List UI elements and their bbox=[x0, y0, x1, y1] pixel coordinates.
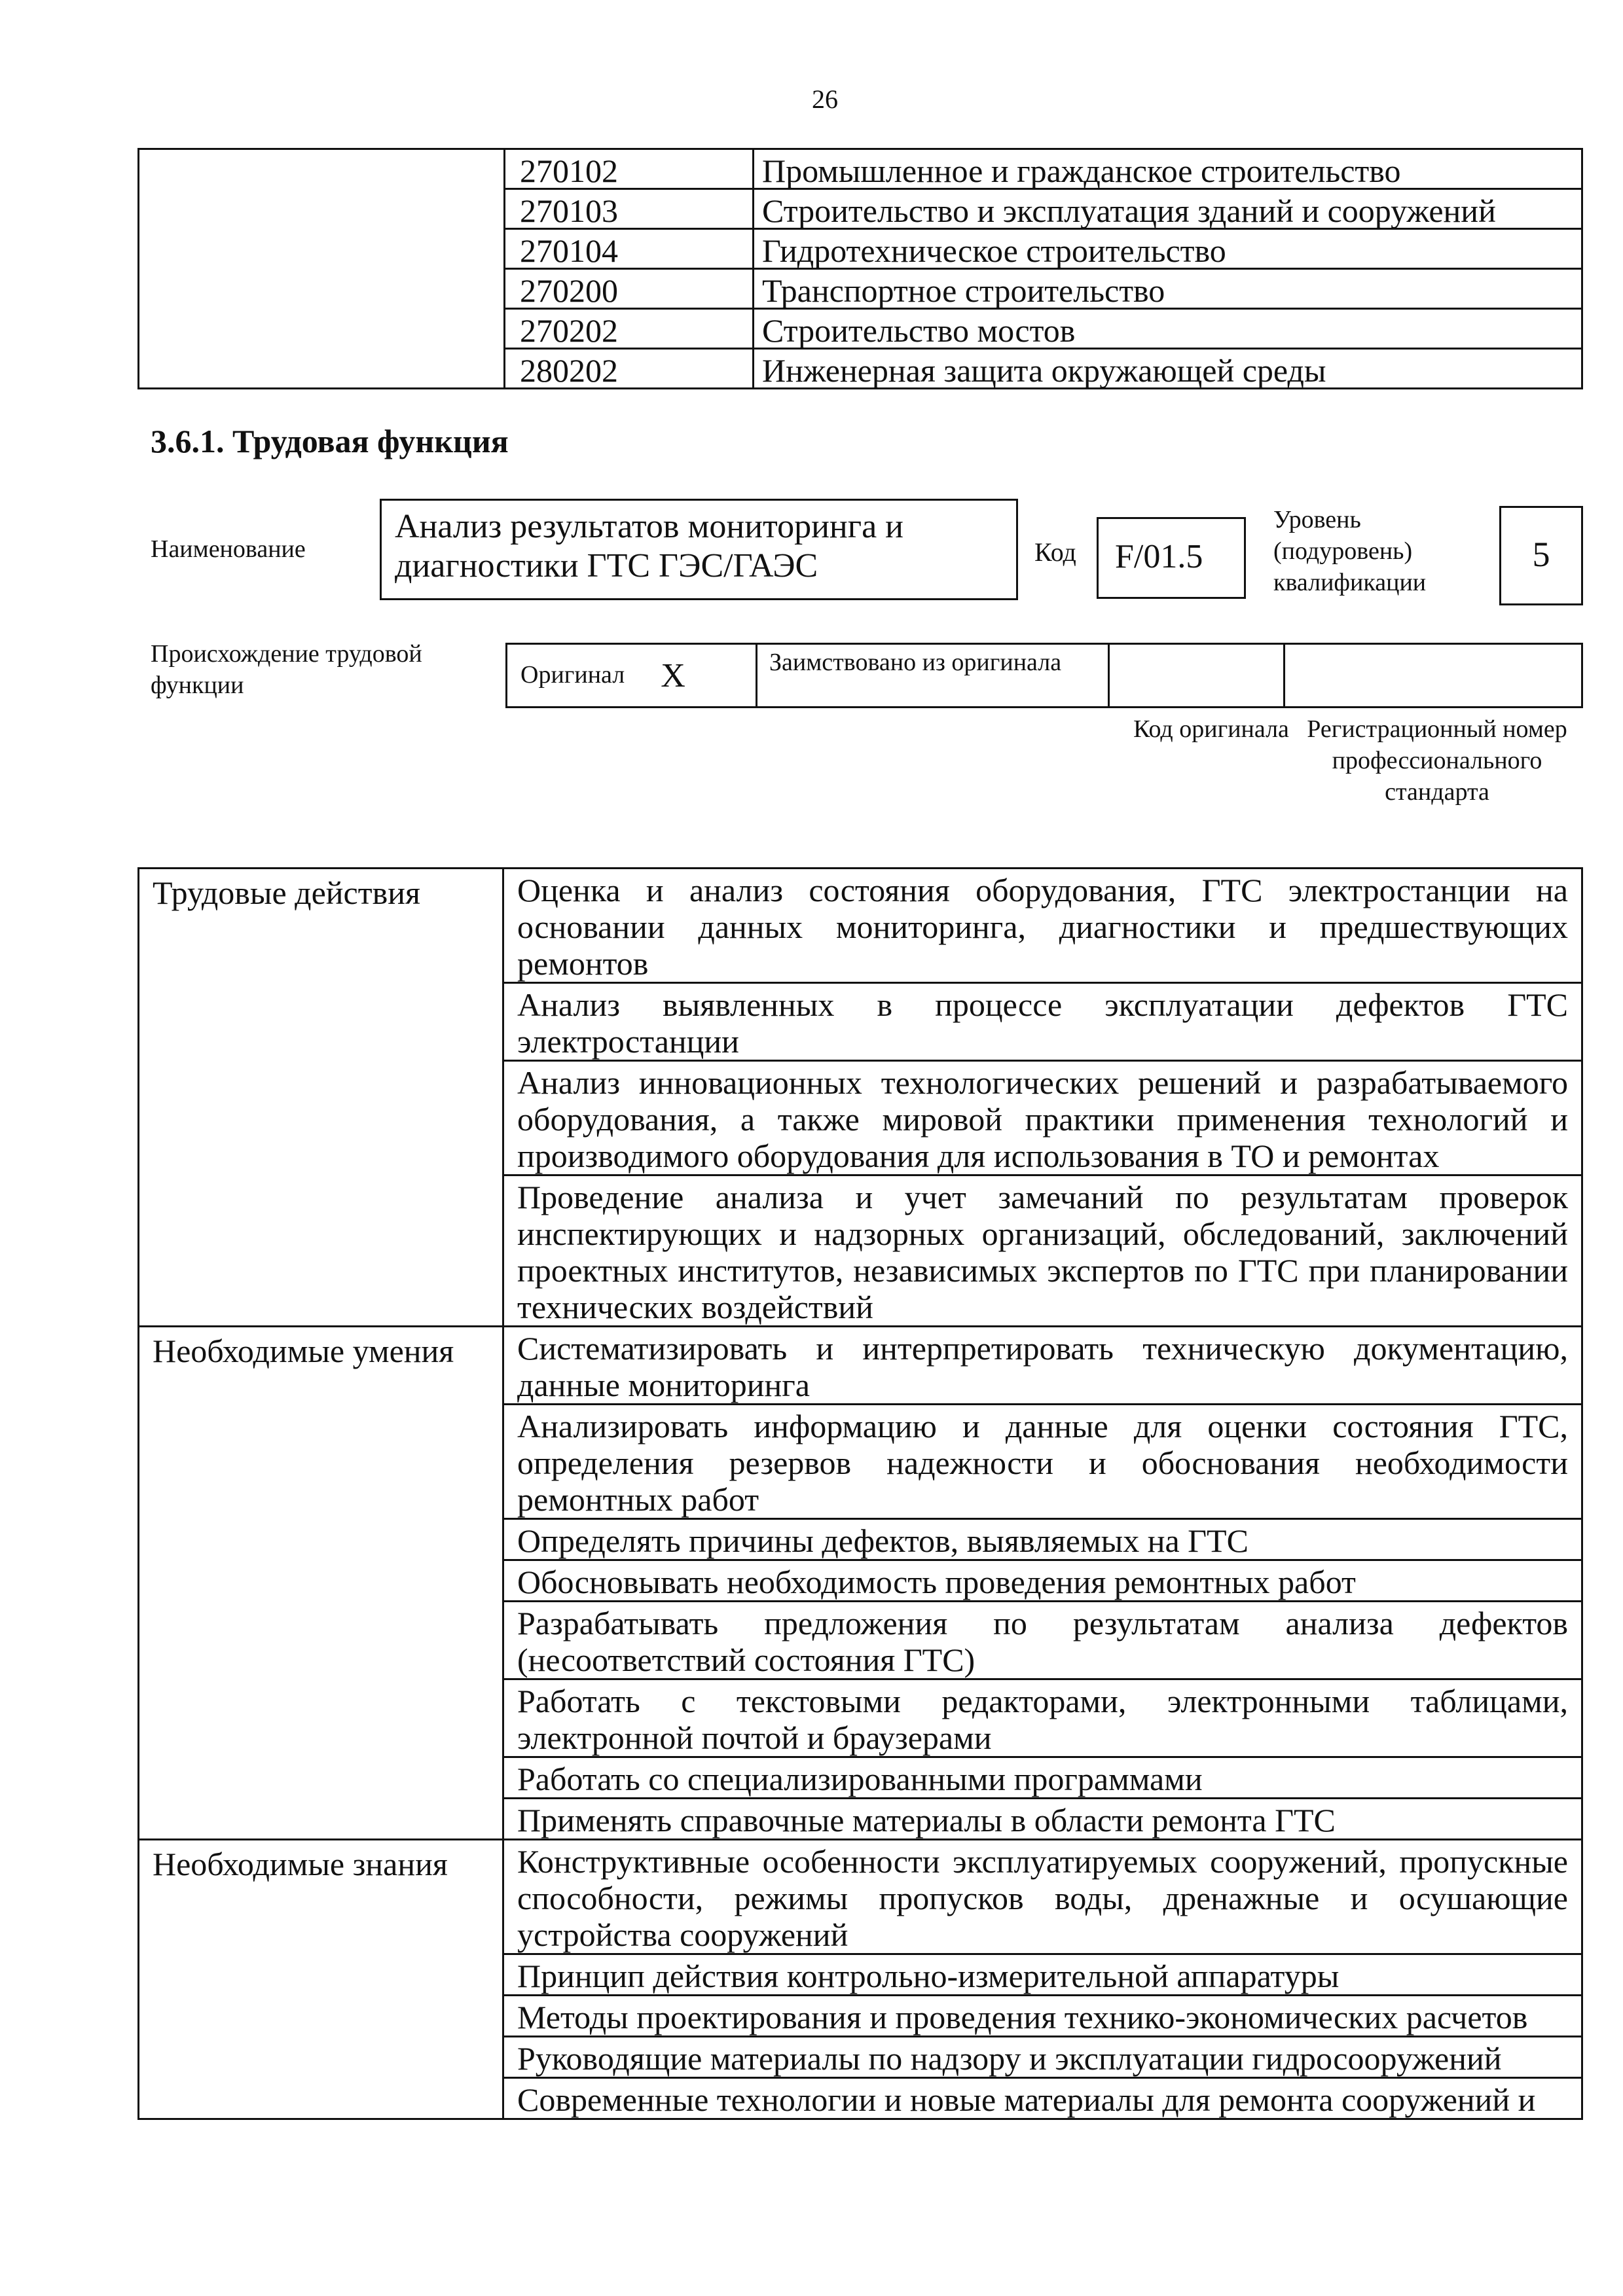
function-details-table bbox=[137, 867, 1583, 2120]
table-row bbox=[139, 1327, 1582, 1405]
section-item: Анализ инновационных технологических решений и разрабатываемого оборудования, а также мировой практики применения технологий и производимого оборудования для использования в ТО и ремонтах bbox=[503, 1061, 1582, 1175]
specialty-row bbox=[139, 149, 1582, 189]
section-item: Проведение анализа и учет замечаний по результатам проверок инспектирующих и надзорных организаций, обследований, заключений проектных институтов, независимых экспертов по ГТС при планировании технических воздействий bbox=[503, 1175, 1582, 1327]
function-code-box: F/01.5 bbox=[1097, 517, 1246, 599]
section-title: Необходимые знания bbox=[139, 1840, 503, 2119]
specialty-blank-cell bbox=[139, 149, 505, 389]
origin-label: Происхождение трудовой функции bbox=[151, 640, 422, 699]
origin-row bbox=[505, 643, 1583, 708]
section-item: Обосновывать необходимость проведения ремонтных работ bbox=[503, 1560, 1582, 1602]
specialty-code: 270102 bbox=[505, 149, 754, 189]
level-box: 5 bbox=[1499, 506, 1583, 605]
name-label: Наименование bbox=[151, 535, 306, 563]
section-item: Применять справочные материалы в области ремонта ГТС bbox=[503, 1799, 1582, 1840]
original-cell bbox=[507, 645, 757, 706]
specialty-name: Строительство и эксплуатация зданий и сооружений bbox=[754, 189, 1582, 229]
section-item: Руководящие материалы по надзору и эксплуатации гидросооружений bbox=[503, 2037, 1582, 2078]
registration-number-cell bbox=[1285, 645, 1581, 706]
function-name-box: Анализ результатов мониторинга и диагностики ГТС ГЭС/ГАЭС bbox=[380, 499, 1018, 600]
table-row bbox=[139, 869, 1582, 983]
section-heading: 3.6.1. Трудовая функция bbox=[151, 423, 509, 459]
specialty-name: Строительство мостов bbox=[754, 309, 1582, 349]
section-item: Принцип действия контрольно-измерительной аппаратуры bbox=[503, 1954, 1582, 1996]
reg-caption: Регистрационный номер профессионального стандарта bbox=[1307, 715, 1567, 806]
specialty-code: 270104 bbox=[505, 229, 754, 269]
page-number: 26 bbox=[812, 84, 838, 114]
section-item: Конструктивные особенности эксплуатируемых сооружений, пропускные способности, режимы пропусков воды, дренажные и осушающие устройства сооружений bbox=[503, 1840, 1582, 1954]
specialty-table bbox=[137, 148, 1583, 389]
section-item: Методы проектирования и проведения технико-экономических расчетов bbox=[503, 1996, 1582, 2037]
code-caption: Код оригинала bbox=[1133, 715, 1289, 743]
original-code-cell bbox=[1110, 645, 1285, 706]
specialty-name: Промышленное и гражданское строительство bbox=[754, 149, 1582, 189]
original-label: Оригинал bbox=[520, 661, 625, 689]
section-item: Анализ выявленных в процессе эксплуатации дефектов ГТС электростанции bbox=[503, 983, 1582, 1061]
borrowed-label: Заимствовано из оригинала bbox=[757, 645, 1110, 706]
specialty-name: Транспортное строительство bbox=[754, 269, 1582, 309]
original-mark: X bbox=[661, 657, 685, 694]
code-label: Код bbox=[1034, 537, 1076, 567]
section-title: Необходимые умения bbox=[139, 1327, 503, 1840]
section-title: Трудовые действия bbox=[139, 869, 503, 1327]
section-item: Анализировать информацию и данные для оценки состояния ГТС, определения резервов надежности и обоснования необходимости ремонтных работ bbox=[503, 1405, 1582, 1519]
specialty-name: Инженерная защита окружающей среды bbox=[754, 349, 1582, 389]
specialty-code: 280202 bbox=[505, 349, 754, 389]
section-item: Работать с текстовыми редакторами, электронными таблицами, электронной почтой и браузерами bbox=[503, 1679, 1582, 1757]
section-item: Современные технологии и новые материалы для ремонта сооружений и bbox=[503, 2078, 1582, 2119]
level-label: Уровень (подуровень) квалификации bbox=[1273, 506, 1427, 596]
section-item: Определять причины дефектов, выявляемых на ГТС bbox=[503, 1519, 1582, 1560]
section-item: Оценка и анализ состояния оборудования, ГТС электростанции на основании данных мониторинга, диагностики и предшествующих ремонтов bbox=[503, 869, 1582, 983]
specialty-code: 270103 bbox=[505, 189, 754, 229]
section-item: Разрабатывать предложения по результатам анализа дефектов (несоответствий состояния ГТС) bbox=[503, 1602, 1582, 1679]
section-item: Систематизировать и интерпретировать техническую документацию, данные мониторинга bbox=[503, 1327, 1582, 1405]
section-item: Работать со специализированными программами bbox=[503, 1757, 1582, 1799]
specialty-code: 270202 bbox=[505, 309, 754, 349]
specialty-name: Гидротехническое строительство bbox=[754, 229, 1582, 269]
table-row bbox=[139, 1840, 1582, 1954]
specialty-code: 270200 bbox=[505, 269, 754, 309]
